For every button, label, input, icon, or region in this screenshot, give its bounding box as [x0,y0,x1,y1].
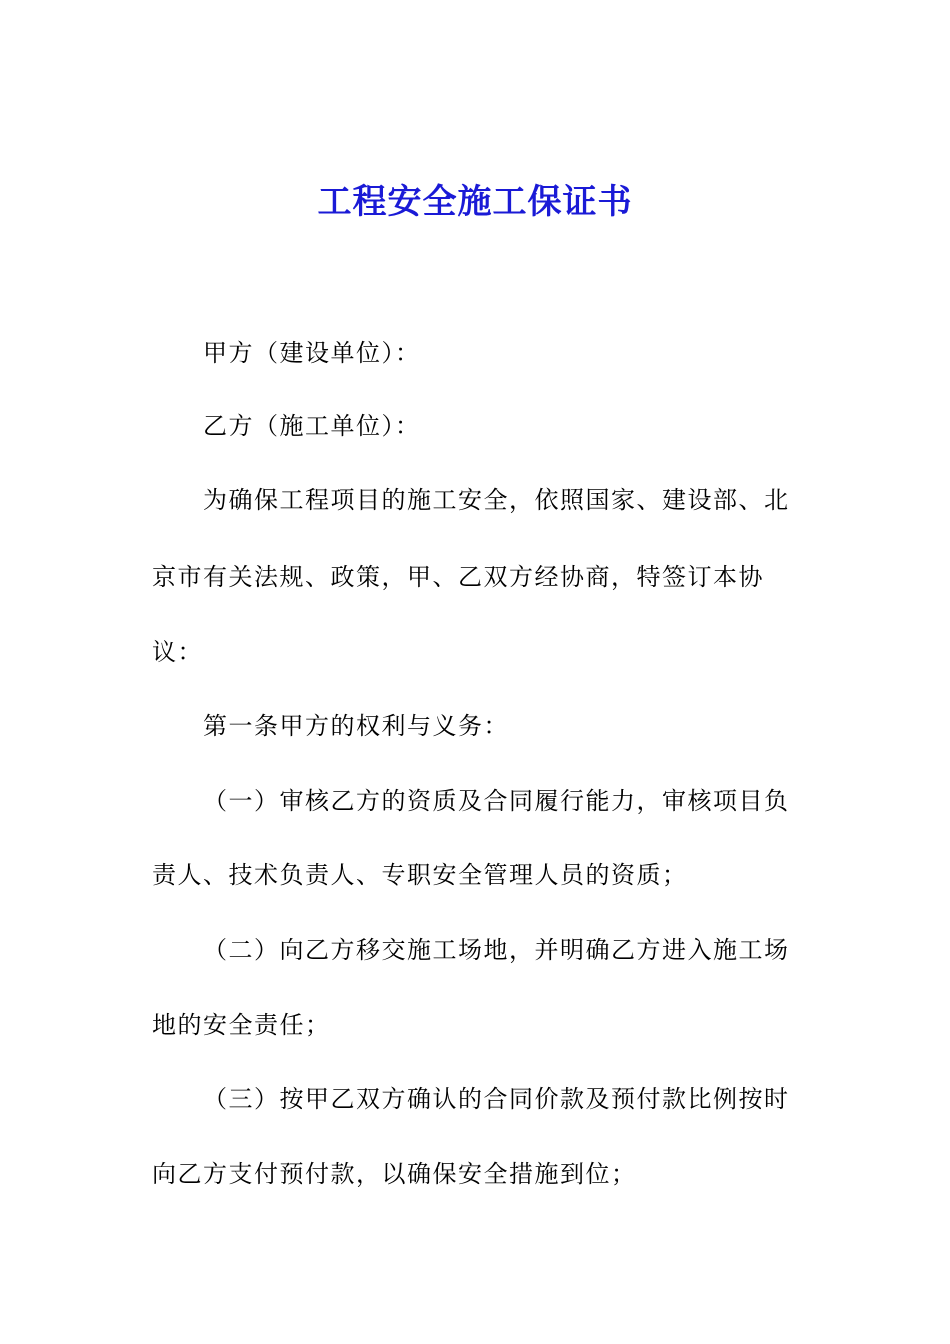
intro-paragraph-line-2: 京市有关法规、政策，甲、乙双方经协商，特签订本协 [152,563,764,591]
clause-1-line-2: 责人、技术负责人、专职安全管理人员的资质； [152,861,688,889]
clause-3-line-1: （三）按甲乙双方确认的合同价款及预付款比例按时 [203,1085,790,1113]
clause-1-line-1: （一）审核乙方的资质及合同履行能力，审核项目负 [203,787,790,815]
clause-3-line-2: 向乙方支付预付款，以确保安全措施到位； [152,1160,637,1188]
intro-paragraph-line-1: 为确保工程项目的施工安全，依照国家、建设部、北 [203,486,790,514]
party-b-line: 乙方（施工单位）： [203,412,421,440]
document-title: 工程安全施工保证书 [317,182,633,222]
intro-paragraph-line-3: 议： [152,638,203,666]
party-a-line: 甲方（建设单位）： [203,339,421,367]
clause-2-line-1: （二）向乙方移交施工场地，并明确乙方进入施工场 [203,936,790,964]
article-one-heading: 第一条甲方的权利与义务： [203,712,509,740]
clause-2-line-2: 地的安全责任； [152,1011,331,1039]
